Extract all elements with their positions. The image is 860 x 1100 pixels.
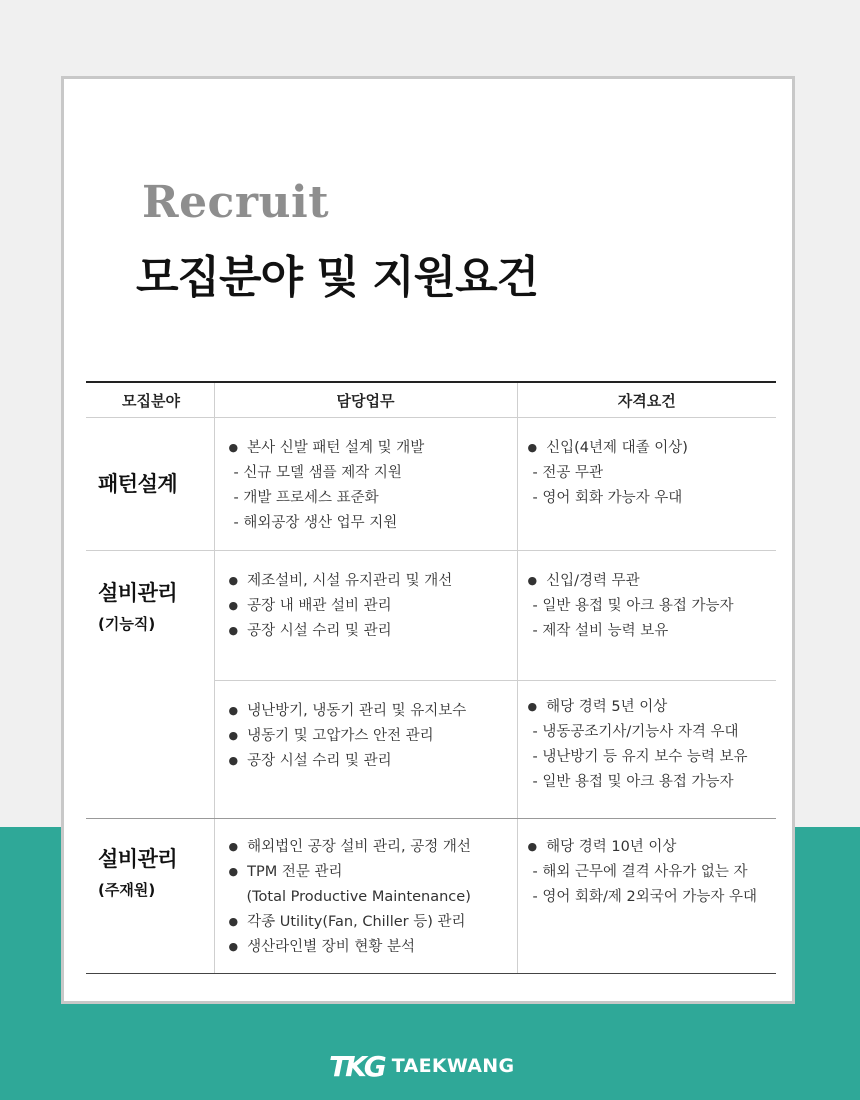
list-item: ● 생산라인별 장비 현황 분석 bbox=[229, 935, 517, 960]
list-item: - 냉난방기 등 유지 보수 능력 보유 bbox=[532, 749, 748, 765]
list-item: - 신규 모델 샘플 제작 지원 bbox=[233, 465, 402, 481]
table-row bbox=[86, 819, 776, 974]
requirements-cell bbox=[517, 681, 776, 819]
list-item: ● 해당 경력 5년 이상 bbox=[528, 695, 777, 720]
list-item: - 해외공장 생산 업무 지원 bbox=[233, 515, 398, 531]
duties-cell bbox=[214, 681, 517, 819]
list-item: (Total Productive Maintenance) bbox=[246, 889, 471, 905]
list-item: - 일반 용접 및 아크 용접 가능자 bbox=[532, 598, 734, 614]
list-item: - 해외 근무에 결격 사유가 없는 자 bbox=[532, 864, 748, 880]
requirements-cell bbox=[517, 819, 776, 974]
recruit-table-wrapper bbox=[86, 381, 776, 974]
heading-english: Recruit bbox=[142, 177, 330, 228]
list-item: ● 신입(4년제 대졸 이상) bbox=[528, 436, 777, 461]
list-item: ● 공장 내 배관 설비 관리 bbox=[229, 594, 517, 619]
list-item: - 개발 프로세스 표준화 bbox=[233, 490, 379, 506]
list-item: ● 제조설비, 시설 유지관리 및 개선 bbox=[229, 569, 517, 594]
list-item: ● 신입/경력 무관 bbox=[528, 569, 777, 594]
table-row bbox=[86, 551, 776, 681]
list-item: - 냉동공조기사/기능사 자격 우대 bbox=[532, 724, 739, 740]
list-item: - 전공 무관 bbox=[532, 465, 603, 481]
category-subtitle: (주재원) bbox=[98, 881, 156, 899]
category-title: 설비관리 bbox=[98, 847, 178, 871]
list-item: - 영어 회화/제 2외국어 가능자 우대 bbox=[532, 889, 757, 905]
duties-cell bbox=[214, 819, 517, 974]
duties-cell bbox=[214, 551, 517, 681]
page-title: 모집분야 및 지원요건 bbox=[136, 252, 539, 303]
logo-wordmark: TAEKWANG bbox=[391, 1055, 515, 1077]
recruit-card bbox=[61, 76, 795, 1004]
list-item: ● 공장 시설 수리 및 관리 bbox=[229, 619, 517, 644]
list-item: ● TPM 전문 관리 bbox=[229, 860, 517, 885]
list-item: ● 각종 Utility(Fan, Chiller 등) 관리 bbox=[229, 910, 517, 935]
requirements-cell bbox=[517, 418, 776, 551]
requirements-cell bbox=[517, 551, 776, 681]
category-subtitle: (기능직) bbox=[98, 615, 156, 633]
list-item: ● 냉난방기, 냉동기 관리 및 유지보수 bbox=[229, 699, 517, 724]
list-item: ● 본사 신발 패턴 설계 및 개발 bbox=[229, 436, 517, 461]
recruit-table bbox=[86, 381, 776, 974]
list-item: ● 해당 경력 10년 이상 bbox=[528, 835, 777, 860]
list-item: ● 공장 시설 수리 및 관리 bbox=[229, 749, 517, 774]
table-header-row bbox=[86, 382, 776, 418]
header-requirements: 자격요건 bbox=[517, 382, 776, 418]
category-cell bbox=[86, 418, 214, 551]
category-cell bbox=[86, 819, 214, 974]
list-item: - 제작 설비 능력 보유 bbox=[532, 623, 669, 639]
list-item: ● 냉동기 및 고압가스 안전 관리 bbox=[229, 724, 517, 749]
list-item: ● 해외법인 공장 설비 관리, 공정 개선 bbox=[229, 835, 517, 860]
table-row bbox=[86, 418, 776, 551]
category-cell bbox=[86, 551, 214, 819]
list-item: - 영어 회화 가능자 우대 bbox=[532, 490, 683, 506]
header-duties: 담당업무 bbox=[214, 382, 517, 418]
tkg-logo-mark: TKG bbox=[329, 1049, 384, 1083]
list-item: - 일반 용접 및 아크 용접 가능자 bbox=[532, 774, 734, 790]
category-title: 패턴설계 bbox=[98, 471, 178, 496]
category-title: 설비관리 bbox=[98, 581, 178, 605]
duties-cell bbox=[214, 418, 517, 551]
header-category: 모집분야 bbox=[86, 382, 214, 418]
taekwang-logo bbox=[329, 1050, 514, 1082]
